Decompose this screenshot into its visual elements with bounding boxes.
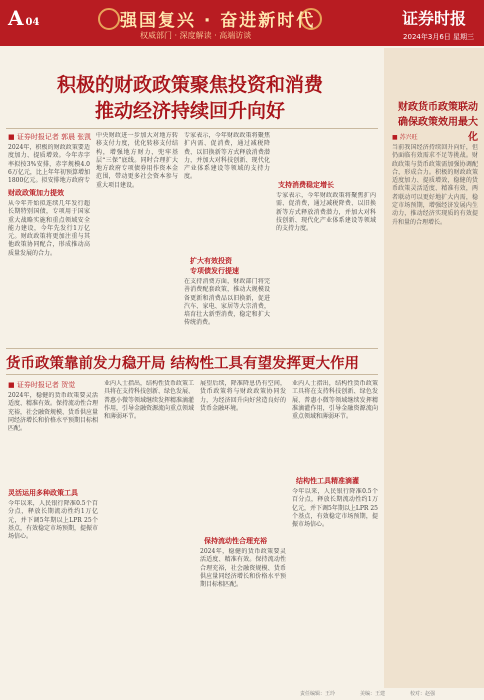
article1-paragraph: 中央财政进一步加大对地方转移支付力度，优化转移支付结构，增强地方财力，兜牢基层“三保”底线。同时合理扩大地方政府专项债券用作资本金范围，带动更多社会资本参与重大项目建设。 [96,132,178,189]
banner-title: 强国复兴 · 奋进新时代 [120,11,316,31]
article1-headline-line2: 推动经济持续回升向好 [94,100,285,122]
article2-headline: 货币政策靠前发力稳开局 结构性工具有望发挥更大作用 [6,356,360,372]
article2-byline: ■ 证券时报记者 贺觉 [8,381,76,389]
article1-byline: ■ 证券时报记者 郭晨 张凯 [8,133,92,141]
article1-headline [30,72,350,124]
article1-paragraph: 从今年开始拟连续几年发行超长期特别国债，专项用于国家重大战略实施和重点领域安全能力建设，今年先发行1万亿元。财政政策将更加注重与其他政策协同配合，形成推动高质量发展的合力。 [8,200,90,257]
article1-subhead: 支持消费稳定增长 [278,181,334,189]
article2-paragraph: 今年以来，人民银行降准0.5个百分点，释放长期流动性约1万亿元，并下调5年期以上LPR 25个基点，有效稳定市场预期，提振市场信心。 [8,500,98,541]
footer-designer: 美编：王建 [360,691,386,697]
divider [6,348,378,349]
footer-editor: 责任编辑：王玲 [300,691,336,697]
article2-paragraph: 2024年，稳健的货币政策要灵活适度、精准有效。保持流动性合理充裕，社会融资规模、货币供应量同经济增长和价格水平预期目标相匹配。 [8,392,98,433]
article1-paragraph: 2024年，积极的财政政策要适度加力、提质增效。今年赤字率拟按3%安排，赤字规模4.06万亿元，比上年年初预算增加1800亿元。拟安排地方政府专 [8,144,90,184]
page-digits: 04 [25,17,40,28]
sidebar-body: 当前我国经济持续回升向好，但仍面临有效需求不足等挑战。财政政策与货币政策需加强协调配合，形成合力。积极的财政政策适度加力、提质增效，稳健的货币政策灵活适度、精准有效，两者联动可以更好地扩大内需，稳定市场预期，增强经济发展内生动力，推动经济实现质的有效提升和量的合理增长。 [392,144,478,226]
article2-paragraph: 2024年，稳健的货币政策要灵活适度、精准有效。保持流动性合理充裕，社会融资规模、货币供应量同经济增长和价格水平预期目标相匹配。 [200,548,286,589]
newspaper-brand: 证券时报 [401,9,466,28]
sidebar-headline-line2: 确保政策效用最大化 [398,117,478,143]
page-letter: A [8,6,24,30]
article2-paragraph: 业内人士指出，结构性货币政策工具将在支持科技创新、绿色发展、普惠小微等领域继续发挥精准滴灌作用，引导金融资源流向重点领域和薄弱环节。 [104,380,194,421]
masthead [0,0,484,46]
ornament-icon [98,8,120,30]
footer-proofreader: 校对：赵强 [410,691,436,697]
article2-paragraph: 今年以来，人民银行降准0.5个百分点，释放长期流动性约1万亿元，并下调5年期以上LPR 25个基点，有效稳定市场预期，提振市场信心。 [292,488,378,529]
article1-paragraph: 专家表示，今年财政政策将聚焦扩内需、促消费，通过减税降费、以旧换新等方式释放消费潜力，并加大对科技创新、现代化产业体系建设等领域的支持力度。 [184,132,270,181]
article1-paragraph: 在支持消费方面，财政部门将完善消费配套政策，推动大规模设备更新和消费品以旧换新，促进汽车、家电、家居等大宗消费，培育壮大新型消费，稳定和扩大传统消费。 [184,278,270,327]
sidebar-byline: ■ 苏兴旺 [392,134,418,141]
article2-paragraph: 展望后续，降准降息仍有空间，货币政策将与财政政策协同发力，为经济回升向好营造良好的货币金融环境。 [200,380,286,412]
article2-paragraph: 业内人士指出，结构性货币政策工具将在支持科技创新、绿色发展、普惠小微等领域继续发挥精准滴灌作用，引导金融资源流向重点领域和薄弱环节。 [292,380,378,421]
page-footer [0,690,484,700]
article1-subhead: 财政政策加力提效 [8,189,64,197]
issue-date: 2024年3月6日 星期三 [403,33,474,41]
article1-paragraph: 专家表示，今年财政政策将聚焦扩内需、促消费，通过减税降费、以旧换新等方式释放消费潜力，并加大对科技创新、现代化产业体系建设等领域的支持力度。 [276,192,376,233]
article1-subhead: 扩大有效投资 [190,257,232,265]
banner-subtitle: 权威部门 · 深度解读 · 高端访谈 [140,31,252,40]
article2-subhead: 灵活运用多种政策工具 [8,489,78,497]
sidebar-headline-line1: 财政货币政策联动 [398,102,478,113]
article1-subhead: 专项债发行提速 [190,267,239,275]
article1-headline-line1: 积极的财政政策聚焦投资和消费 [56,74,323,96]
divider [6,128,378,129]
divider [6,374,378,375]
article2-subhead: 保持流动性合理充裕 [204,537,267,545]
article2-subhead: 结构性工具精准滴灌 [296,477,359,485]
page-number [8,6,39,30]
